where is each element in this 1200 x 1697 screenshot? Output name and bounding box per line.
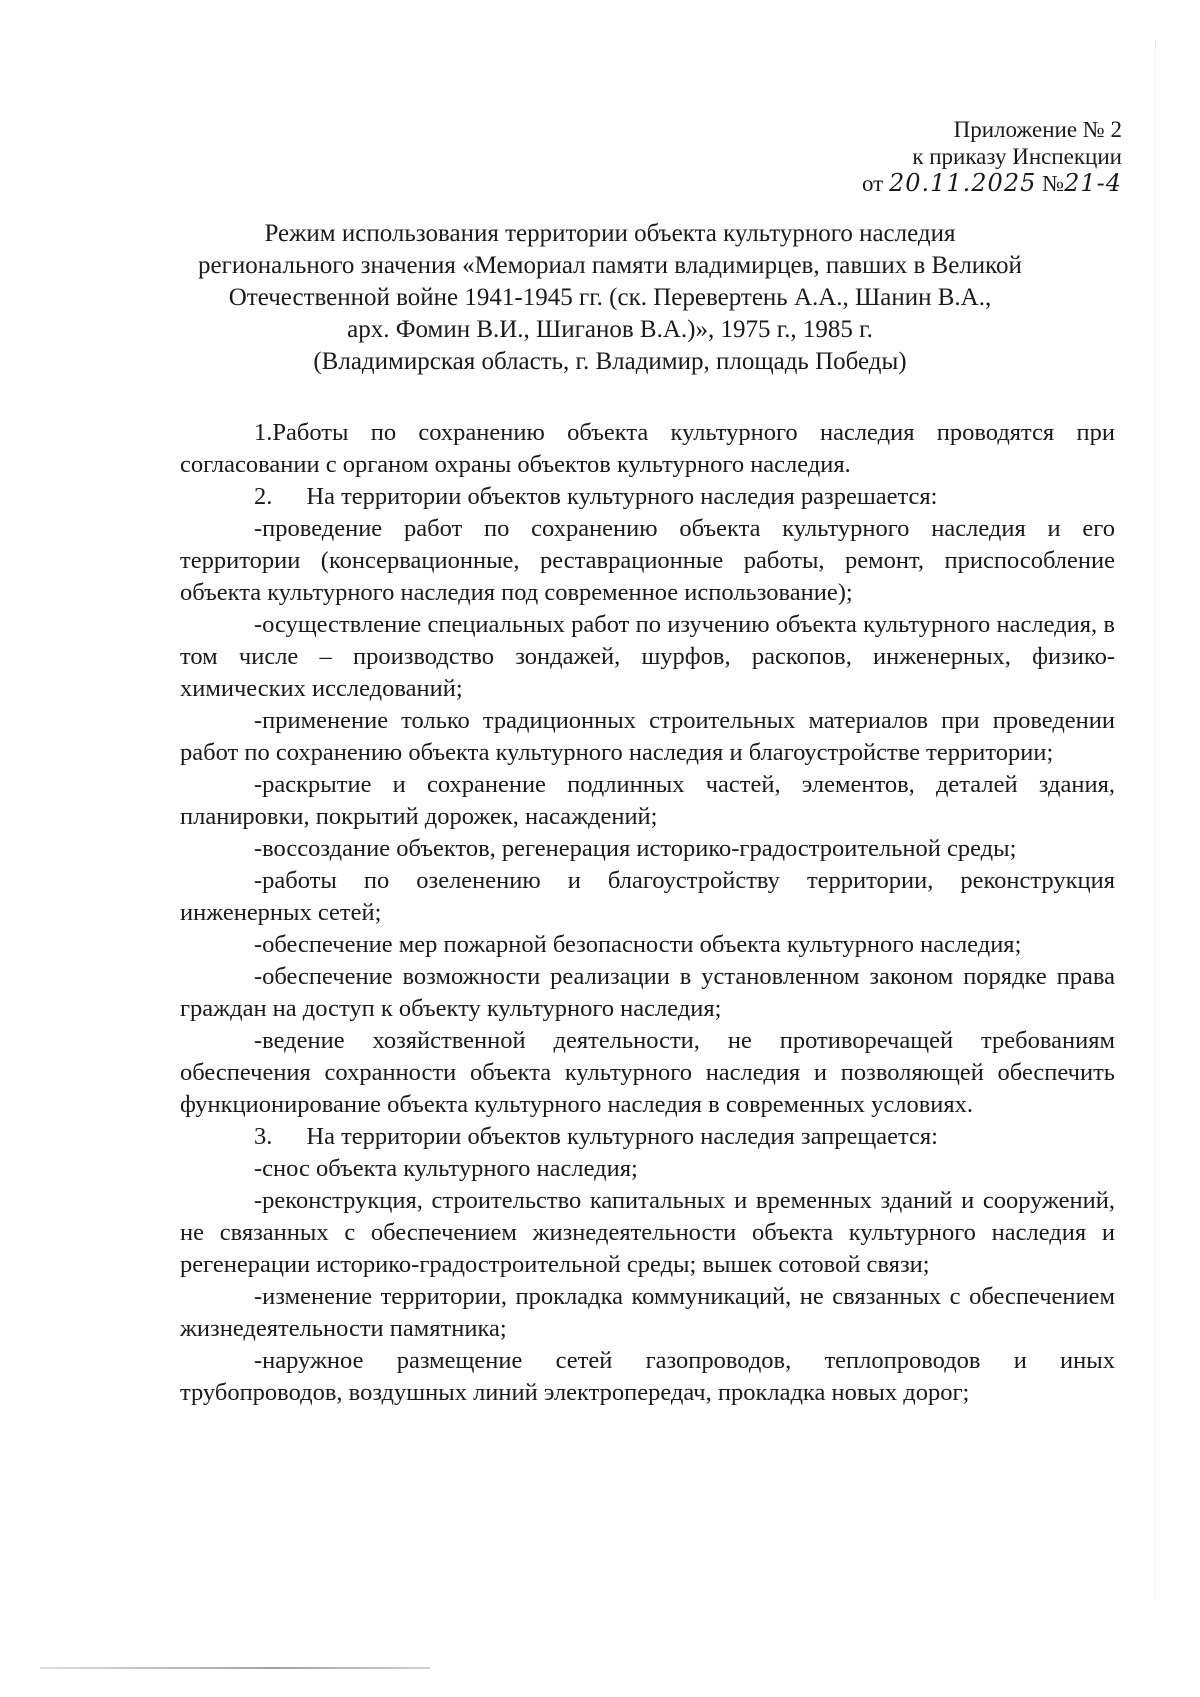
allowed-item: -проведение работ по сохранению объекта культурного наследия и его территории (консервационные, реставрационные работы, ремонт, приспособление объекта культурного наследия под современное использование);	[180, 515, 1115, 606]
title-line-1: Режим использования территории объекта культурного наследия	[264, 220, 956, 247]
scan-line-artifact	[40, 1667, 430, 1669]
title-line-5: (Владимирская область, г. Владимир, площадь Победы)	[313, 348, 907, 375]
allowed-item: -раскрытие и сохранение подлинных частей, элементов, деталей здания, планировки, покрытий дорожек, насаждений;	[180, 771, 1115, 830]
section-2-heading	[180, 481, 1115, 513]
title-line-3: Отечественной войне 1941-1945 гг. (ск. Перевертень А.А., Шанин В.А.,	[228, 284, 992, 311]
allowed-item: -обеспечение возможности реализации в установленном законом порядке права граждан на доступ к объекту культурного наследия;	[180, 963, 1115, 1022]
allowed-item: -работы по озеленению и благоустройству территории, реконструкция инженерных сетей;	[180, 867, 1115, 926]
document-title	[150, 218, 1070, 378]
allowed-item: -обеспечение мер пожарной безопасности объекта культурного наследия;	[254, 931, 1022, 958]
handwritten-date: 20.11.2025	[888, 169, 1037, 197]
prohibited-item: -изменение территории, прокладка коммуникаций, не связанных с обеспечением жизнедеятельности памятника;	[180, 1283, 1115, 1342]
title-line-2: регионального значения «Мемориал памяти владимирцев, павших в Великой	[198, 252, 1022, 279]
prohibited-item: -наружное размещение сетей газопроводов, теплопроводов и иных трубопроводов, воздушных линий электропередач, прокладка новых дорог;	[180, 1347, 1115, 1406]
appendix-header	[862, 116, 1122, 197]
appendix-line-1: Приложение № 2	[953, 117, 1122, 142]
prohibited-item: -реконструкция, строительство капитальных и временных зданий и сооружений, не связанных с обеспечением жизнедеятельности объекта культурного наследия и регенерации историко-градостроительной среды; вышек сотовой связи;	[180, 1187, 1115, 1278]
title-line-4: арх. Фомин В.И., Шиганов В.А.)», 1975 г., 1985 г.	[347, 316, 873, 343]
prohibited-item: -снос объекта культурного наследия;	[254, 1155, 638, 1182]
section-2-text: На территории объектов культурного наследия разрешается:	[306, 483, 938, 510]
appendix-date-line	[862, 170, 1122, 197]
allowed-item: -воссоздание объектов, регенерация историко-градостроительной среды;	[254, 835, 1017, 862]
appendix-line-2: к приказу Инспекции	[912, 144, 1122, 169]
document-body	[180, 417, 1115, 1409]
allowed-item: -ведение хозяйственной деятельности, не противоречащей требованиям обеспечения сохранности объекта культурного наследия и позволяющей обеспечить функционирование объекта культурного наследия в современных условиях.	[180, 1027, 1115, 1118]
allowed-item: -осуществление специальных работ по изучению объекта культурного наследия, в том числе – производство зондажей, шурфов, раскопов, инженерных, физико-химических исследований;	[180, 611, 1115, 702]
paragraph-1: 1.Работы по сохранению объекта культурного наследия проводятся при согласовании с органом охраны объектов культурного наследия.	[180, 419, 1115, 478]
section-3-text: На территории объектов культурного наследия запрещается:	[306, 1123, 938, 1150]
section-3-number: 3.	[254, 1123, 273, 1150]
scan-edge-artifact	[1155, 40, 1192, 1600]
appendix-date-prefix: от	[861, 171, 884, 196]
handwritten-number: 21-4	[1064, 169, 1122, 197]
section-3-heading	[180, 1121, 1115, 1153]
allowed-item: -применение только традиционных строительных материалов при проведении работ по сохранению объекта культурного наследия и благоустройстве территории;	[180, 707, 1115, 766]
section-2-number: 2.	[254, 483, 273, 510]
appendix-number-prefix: №	[1042, 171, 1065, 196]
